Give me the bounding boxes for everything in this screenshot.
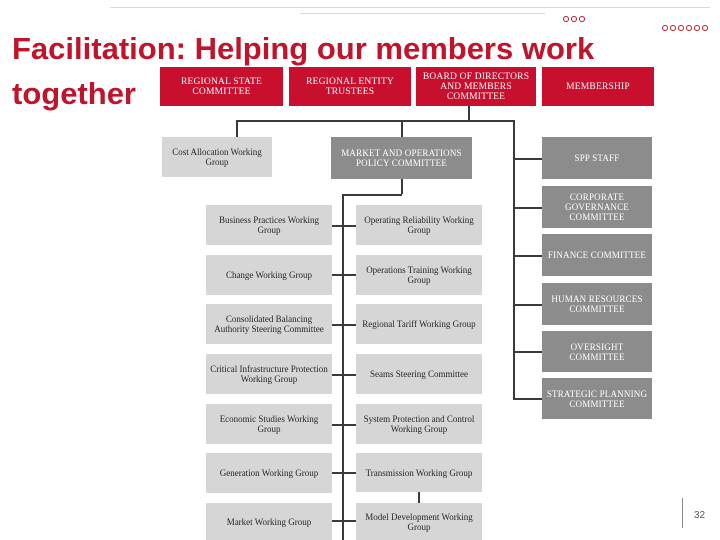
corporate-governance-box: CORPORATE GOVERNANCE COMMITTEE [542,186,652,228]
system-protection-box: System Protection and Control Working Group [356,404,482,444]
connector-row-7 [332,520,356,522]
human-resources-box: HUMAN RESOURCES COMMITTEE [542,283,652,325]
header-rule-top [110,7,710,8]
model-development-box: Model Development Working Group [356,503,482,540]
connector-to-cost-allocation [236,120,238,137]
connector-right-6 [513,398,542,400]
connector-group-trunk [342,194,344,540]
connector-transmission-to-model [418,492,420,503]
connector-right-5 [513,351,542,353]
regional-state-committee-box: REGIONAL STATE COMMITTEE [160,67,283,106]
generation-working-group-box: Generation Working Group [206,453,332,493]
connector-row-1 [332,225,356,227]
connector-row-4 [332,374,356,376]
market-working-group-box: Market Working Group [206,503,332,540]
slide-title: Facilitation: Helping our members work together [12,31,595,111]
operations-training-box: Operations Training Working Group [356,255,482,295]
connector-right-trunk [513,120,515,399]
connector-row-2 [332,274,356,276]
cost-allocation-box: Cost Allocation Working Group [162,137,272,177]
connector-to-mopc [401,120,403,137]
change-working-group-box: Change Working Group [206,255,332,295]
business-practices-box: Business Practices Working Group [206,205,332,245]
connector-right-2 [513,207,542,209]
mopc-box: MARKET AND OPERATIONS POLICY COMMITTEE [331,137,472,179]
oversight-committee-box: OVERSIGHT COMMITTEE [542,331,652,372]
connector-mopc-down [401,179,403,194]
economic-studies-box: Economic Studies Working Group [206,404,332,444]
consolidated-balancing-box: Consolidated Balancing Authority Steering Committee [206,304,332,344]
connector-row-5 [332,424,356,426]
regional-entity-trustees-box: REGIONAL ENTITY TRUSTEES [289,67,411,106]
spp-staff-box: SPP STAFF [542,137,652,179]
finance-committee-box: FINANCE COMMITTEE [542,234,652,276]
page-number: 32 [694,510,706,521]
connector-mopc-branch [342,194,402,196]
seams-steering-box: Seams Steering Committee [356,354,482,394]
connector-board-down [468,106,470,121]
header-dots-left [563,16,585,22]
page-number-separator [682,498,683,528]
connector-right-3 [513,255,542,257]
membership-box: MEMBERSHIP [542,67,654,106]
connector-row-3 [332,324,356,326]
connector-top-horizontal [236,120,514,122]
operating-reliability-box: Operating Reliability Working Group [356,205,482,245]
strategic-planning-box: STRATEGIC PLANNING COMMITTEE [542,378,652,419]
board-of-directors-box: BOARD OF DIRECTORS AND MEMBERS COMMITTEE [416,67,536,106]
regional-tariff-box: Regional Tariff Working Group [356,304,482,344]
connector-right-4 [513,304,542,306]
critical-infrastructure-box: Critical Infrastructure Protection Working Group [206,354,332,394]
connector-right-1 [513,158,542,160]
transmission-working-group-box: Transmission Working Group [356,453,482,492]
connector-row-6 [332,472,356,474]
header-rule-mid [300,13,545,14]
header-dots-right [662,25,708,31]
